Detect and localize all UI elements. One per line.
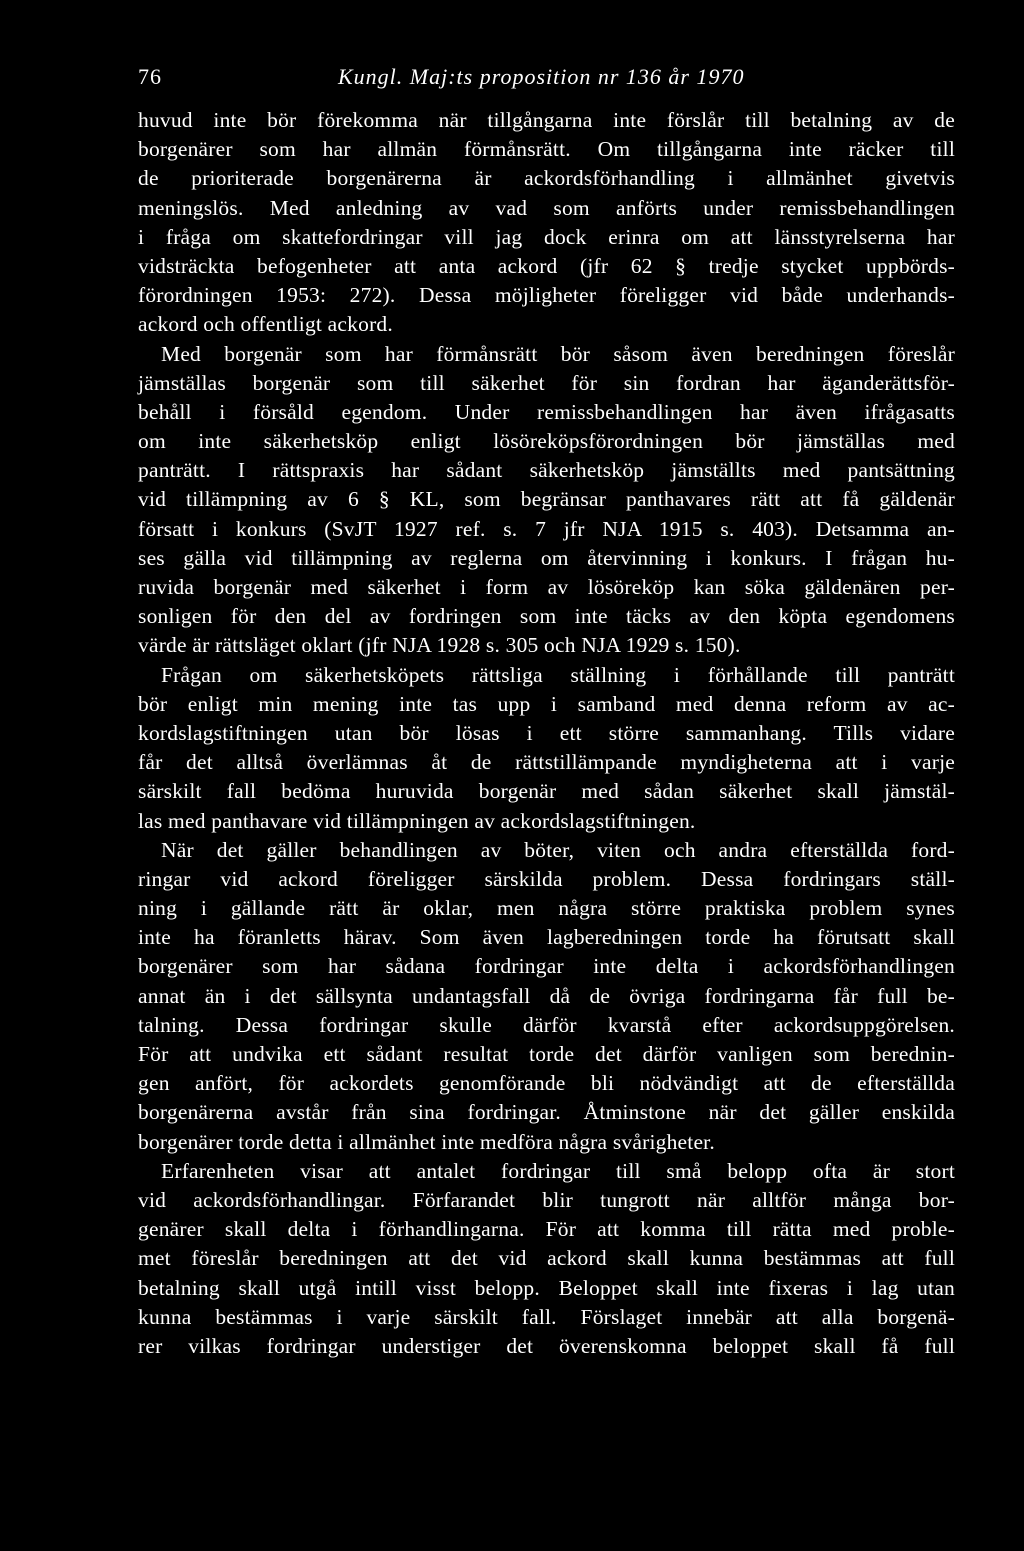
text-line: de prioriterade borgenärerna är ackordsförhandling i allmänhet givetvis bbox=[138, 166, 955, 191]
text-line: ruvida borgenär med säkerhet i form av lösöreköp kan söka gäldenären per- bbox=[138, 575, 955, 599]
text-line: försatt i konkurs (SvJT 1927 ref. s. 7 jfr NJA 1915 s. 403). Detsamma an- bbox=[138, 516, 955, 541]
text-line: met föreslår beredningen att det vid ackord skall kunna bestämmas att full bbox=[138, 1246, 955, 1271]
text-line: vid ackordsförhandlingar. Förfarandet blir tungrott när alltför många bor- bbox=[138, 1187, 955, 1212]
page-number: 76 bbox=[138, 64, 162, 89]
text-line: annat än i det sällsynta undantagsfall då de övriga fordringarna får full be- bbox=[138, 983, 955, 1008]
text-line: kordslagstiftningen utan bör lösas i ett större sammanhang. Tills vidare bbox=[138, 720, 955, 745]
text-line: borgenärer torde detta i allmänhet inte medföra några svårigheter. bbox=[138, 1129, 715, 1154]
text-line: rer vilkas fordringar understiger det överenskomna beloppet skall få full bbox=[138, 1333, 955, 1358]
body-text bbox=[138, 106, 955, 1361]
text-line: borgenärer som har allmän förmånsrätt. Om tillgångarna inte räcker till bbox=[138, 137, 955, 162]
text-line: jämställas borgenär som till säkerhet för sin fordran har äganderättsför- bbox=[138, 370, 955, 395]
text-line: Erfarenheten visar att antalet fordringar till små belopp ofta är stort bbox=[161, 1158, 955, 1183]
text-line: huvud inte bör förekomma när tillgångarna inte förslår till betalning av de bbox=[138, 108, 955, 132]
text-line: ringar vid ackord föreligger särskilda problem. Dessa fordringars ställ- bbox=[138, 866, 955, 891]
text-line: borgenärer som har sådana fordringar inte delta i ackordsförhandlingen bbox=[138, 954, 955, 979]
text-line: inte ha föranletts härav. Som även lagberedningen torde ha förutsatt skall bbox=[138, 925, 955, 950]
text-line: borgenärerna avstår från sina fordringar. Åtminstone när det gäller enskilda bbox=[138, 1100, 955, 1125]
text-line: i fråga om skattefordringar vill jag dock erinra om att länsstyrelserna har bbox=[138, 224, 955, 249]
text-line: värde är rättsläget oklart (jfr NJA 1928 s. 305 och NJA 1929 s. 150). bbox=[138, 633, 741, 658]
text-line: När det gäller behandlingen av böter, viten och andra efterställda ford- bbox=[161, 837, 955, 862]
text-line: sonligen för den del av fordringen som inte täcks av den köpta egendomens bbox=[138, 604, 955, 629]
text-line: får det alltså överlämnas åt de rättstillämpande myndigheterna att i varje bbox=[138, 750, 955, 775]
text-line: vidsträckta befogenheter att anta ackord (jfr 62 § tredje stycket uppbörds- bbox=[138, 253, 955, 278]
text-line: genärer skall delta i förhandlingarna. För att komma till rätta med proble- bbox=[138, 1217, 955, 1242]
text-line: talning. Dessa fordringar skulle därför kvarstå efter ackordsuppgörelsen. bbox=[138, 1012, 955, 1037]
text-line: vid tillämpning av 6 § KL, som begränsar panthavares rätt att få gäldenär bbox=[138, 487, 955, 512]
text-line: behåll i försåld egendom. Under remissbehandlingen har även ifrågasatts bbox=[138, 399, 955, 424]
text-line: ses gälla vid tillämpning av reglerna om återvinning i konkurs. I frågan hu- bbox=[138, 545, 955, 570]
page-header bbox=[138, 64, 958, 94]
text-line: Med borgenär som har förmånsrätt bör såsom även beredningen föreslår bbox=[161, 341, 955, 366]
text-line: panträtt. I rättspraxis har sådant säkerhetsköp jämställts med pantsättning bbox=[138, 458, 955, 483]
text-line: särskilt fall bedöma huruvida borgenär med sådan säkerhet skall jämstäl- bbox=[138, 779, 955, 804]
text-line: bör enligt min mening inte tas upp i samband med denna reform av ac- bbox=[138, 691, 955, 716]
text-line: För att undvika ett sådant resultat torde det därför vanligen som berednin- bbox=[138, 1042, 955, 1066]
text-line: om inte säkerhetsköp enligt lösöreköpsförordningen bör jämställas med bbox=[138, 429, 955, 454]
text-line: förordningen 1953: 272). Dessa möjligheter föreligger vid både underhands- bbox=[138, 283, 955, 308]
text-line: ackord och offentligt ackord. bbox=[138, 312, 393, 337]
text-line: betalning skall utgå intill visst belopp. Beloppet skall inte fixeras i lag utan bbox=[138, 1275, 955, 1300]
text-line: ning i gällande rätt är oklar, men några större praktiska problem synes bbox=[138, 896, 955, 921]
text-line: Frågan om säkerhetsköpets rättsliga ställning i förhållande till panträtt bbox=[161, 662, 955, 687]
text-line: gen anfört, för ackordets genomförande bli nödvändigt att de efterställda bbox=[138, 1071, 955, 1096]
text-line: las med panthavare vid tillämpningen av ackordslagstiftningen. bbox=[138, 808, 696, 833]
running-title: Kungl. Maj:ts proposition nr 136 år 1970 bbox=[338, 64, 745, 89]
text-line: kunna bestämmas i varje särskilt fall. Förslaget innebär att alla borgenä- bbox=[138, 1304, 955, 1329]
text-line: meningslös. Med anledning av vad som anförts under remissbehandlingen bbox=[138, 195, 955, 220]
